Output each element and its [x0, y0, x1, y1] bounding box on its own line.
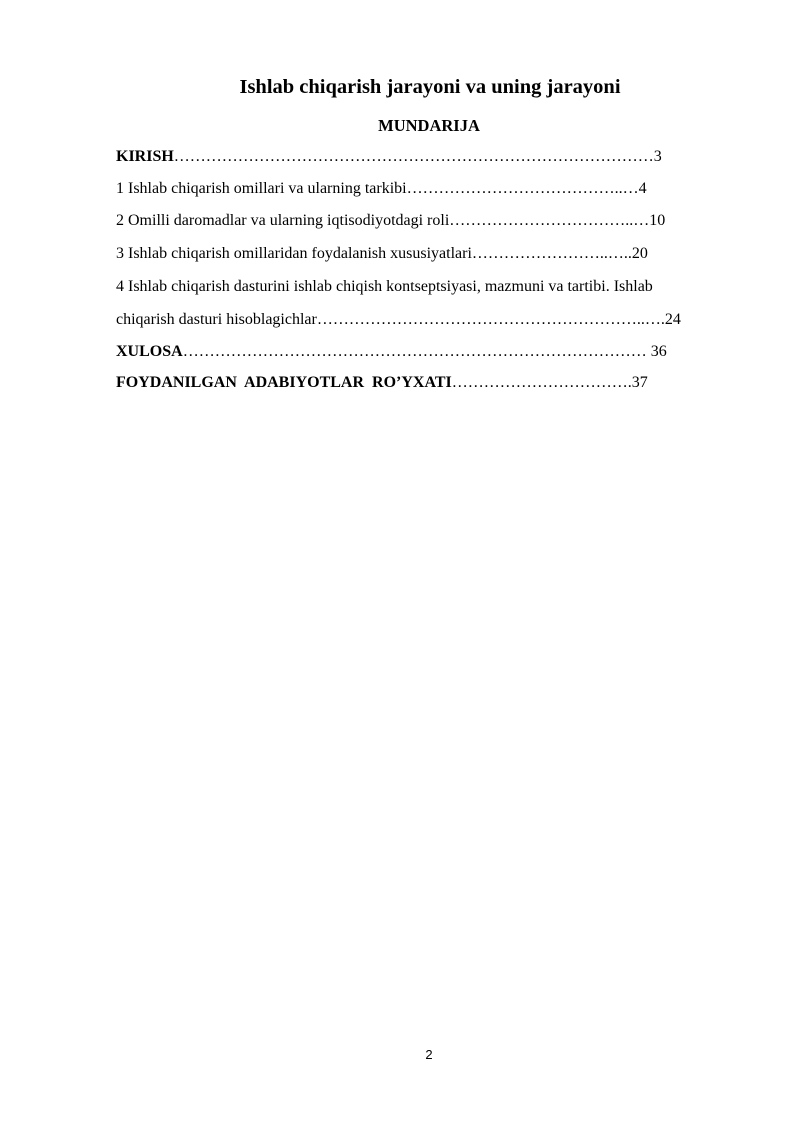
toc-page-number: 4	[638, 180, 647, 197]
toc-entry-kirish	[116, 148, 662, 166]
toc-dot-leader: ………………………………………………………………………………	[173, 148, 654, 165]
page-number: 2	[425, 1047, 433, 1062]
toc-entry-label: XULOSA	[116, 343, 183, 360]
toc-entry-label: 2 Omilli daromadlar va ularning iqtisodiyotdagi roli	[116, 212, 450, 229]
toc-dot-leader: …………………………….	[451, 374, 632, 391]
toc-page-number: 20	[631, 245, 648, 262]
toc-entry-label: KIRISH	[116, 148, 174, 165]
toc-page-number: 37	[631, 374, 648, 391]
toc-entry-adabiyotlar	[116, 374, 648, 392]
toc-entry-label: chiqarish dasturi hisoblagichlar	[116, 311, 317, 328]
toc-entry-label: FOYDANILGAN ADABIYOTLAR RO’YXATI	[116, 374, 452, 391]
toc-dot-leader: ……………………………..…	[449, 212, 650, 229]
toc-entry-4-line1	[116, 278, 653, 296]
toc-entry-label: 4 Ishlab chiqarish dasturini ishlab chiqish kontseptsiyasi, mazmuni va tartibi. Ishlab	[116, 278, 653, 295]
toc-dot-leader: ……………………………………………………………………………	[182, 343, 647, 360]
toc-entry-1	[116, 180, 647, 198]
document-title: Ishlab chiqarish jarayoni va uning jarayoni	[239, 76, 621, 98]
toc-dot-leader: ……………………..…..	[471, 245, 632, 262]
toc-entry-2	[116, 212, 665, 230]
toc-page-number: 24	[664, 311, 681, 328]
toc-entry-3	[116, 245, 648, 263]
toc-heading: MUNDARIJA	[378, 116, 480, 135]
toc-entry-label: 1 Ishlab chiqarish omillari va ularning tarkibi	[116, 180, 407, 197]
toc-page-number: 3	[653, 148, 662, 165]
toc-entry-4-line2	[116, 311, 681, 329]
toc-page-number: 10	[649, 212, 666, 229]
toc-entry-label: 3 Ishlab chiqarish omillaridan foydalanish xususiyatlari	[116, 245, 472, 262]
toc-entry-xulosa	[116, 343, 667, 361]
toc-dot-leader: …………………………………..…	[406, 180, 639, 197]
toc-page-number: 36	[650, 343, 667, 360]
toc-dot-leader: ……………………………………………………..….	[316, 311, 665, 328]
